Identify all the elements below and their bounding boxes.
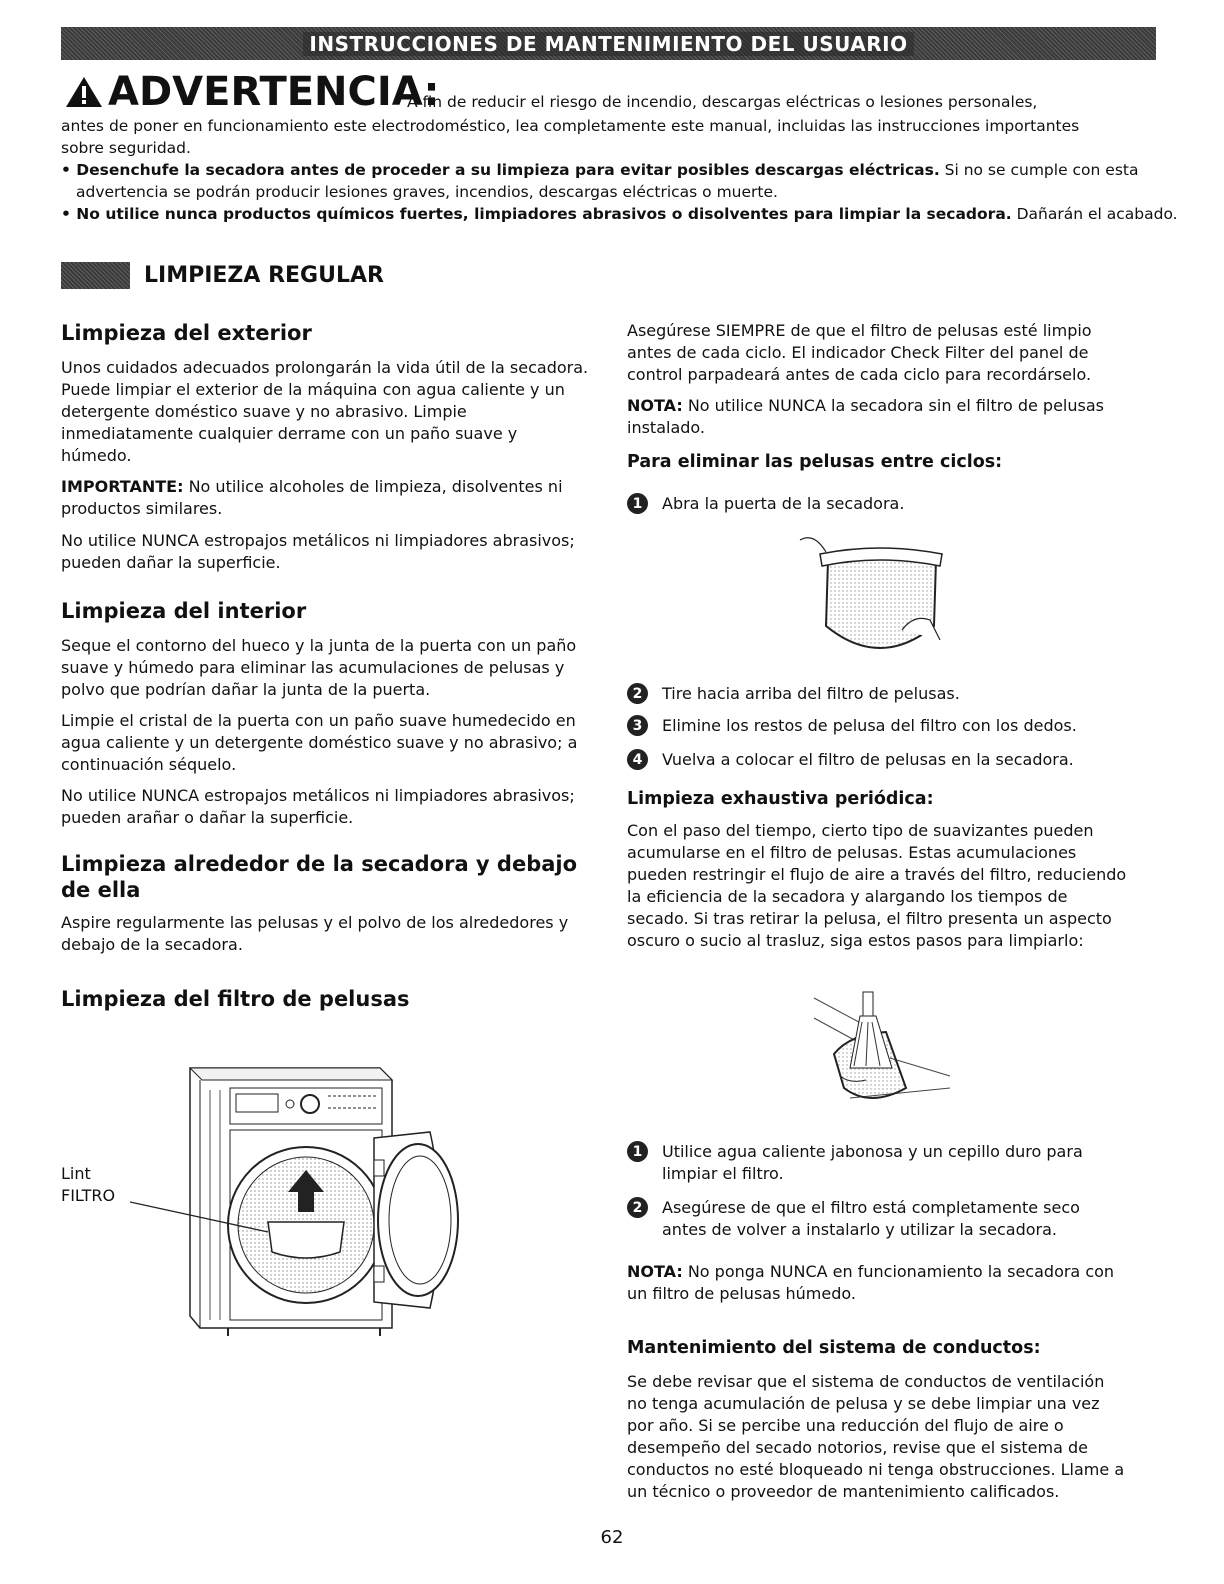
callout-line-2: FILTRO xyxy=(61,1186,116,1205)
callout-line-1: Lint xyxy=(61,1164,91,1183)
warning-bullet-1 xyxy=(61,159,1138,181)
warning-bullet-1-bold: • Desenchufe la secadora antes de proceder a su limpieza para evitar posibles descargas eléctricas. xyxy=(61,161,940,179)
duct-title: Mantenimiento del sistema de conductos: xyxy=(627,1338,1041,1358)
duct-paragraph: Se debe revisar que el sistema de conductos de ventilación no tenga acumulación de pelusa y se debe limpiar una vez por año. Si se percibe una reducción del flujo de aire o desempeño del secado notorios, revise que el sistema de conductos no esté bloqueado ni tenga obstrucciones. Llame a un técnico o proveedor de mantenimiento calificados. xyxy=(627,1372,1125,1501)
deep-step-1 xyxy=(627,1141,1127,1185)
filter-paragraph-1: Asegúrese SIEMPRE de que el filtro de pelusas esté limpio antes de cada ciclo. El indicador Check Filter del panel de control parpadeará antes de cada ciclo para recordárselo. xyxy=(627,321,1092,384)
brush-cleaning-illustration xyxy=(810,988,960,1113)
step-1 xyxy=(627,493,1127,515)
warning-bullet-1-line2: advertencia se podrán producir lesiones graves, incendios, descargas eléctricas o muerte. xyxy=(76,183,778,201)
warning-triangle-icon xyxy=(64,75,104,109)
warning-intro-line2: antes de poner en funcionamiento este electrodoméstico, lea completamente este manual, incluidas las instrucciones importantes xyxy=(61,117,1080,135)
around-paragraph-1: Aspire regularmente las pelusas y el polvo de los alrededores y debajo de la secadora. xyxy=(61,913,569,954)
step-4-text: Vuelva a colocar el filtro de pelusas en la secadora. xyxy=(662,750,1074,769)
around-title: Limpieza alrededor de la secadora y debajo de ella xyxy=(61,852,578,902)
deep-clean-paragraph: Con el paso del tiempo, cierto tipo de suavizantes pueden acumularse en el filtro de pelusas. Estas acumulaciones pueden restringir el flujo de aire a través del filtro, reduciendo la eficiencia de la secadora y alargando los tiempos de secado. Si tras retirar la pelusa, el filtro presenta un aspecto oscuro o sucio al trasluz, siga estos pasos para limpiarlo: xyxy=(627,821,1127,950)
header-banner-text: INSTRUCCIONES DE MANTENIMIENTO DEL USUARIO xyxy=(303,32,913,56)
warning-bullet-2 xyxy=(61,203,1178,225)
interior-paragraph-2: Limpie el cristal de la puerta con un paño suave humedecido en agua caliente y un detergente doméstico suave y no abrasivo; a continuación séquelo. xyxy=(61,711,578,774)
deep-step-2-text: Asegúrese de que el filtro está completamente seco antes de volver a instalarlo y utilizar la secadora. xyxy=(662,1198,1080,1239)
step-3 xyxy=(627,715,1127,737)
step-4 xyxy=(627,749,1127,771)
header-banner xyxy=(61,27,1156,60)
warning-intro-line1: A fin de reducir el riesgo de incendio, descargas eléctricas o lesiones personales, xyxy=(407,93,1038,111)
between-cycles-title: Para eliminar las pelusas entre ciclos: xyxy=(627,452,1003,472)
exterior-paragraph-1: Unos cuidados adecuados prolongarán la vida útil de la secadora. Puede limpiar el exterior de la máquina con agua caliente y un detergente doméstico suave y no abrasivo. Limpie inmediatamente cualquier derrame con un paño suave y húmedo. xyxy=(61,358,589,465)
step-2-number: 2 xyxy=(627,683,648,704)
dryer-illustration xyxy=(130,1050,490,1340)
interior-paragraph-3: No utilice NUNCA estropajos metálicos ni limpiadores abrasivos; pueden arañar o dañar la superficie. xyxy=(61,786,575,827)
step-4-number: 4 xyxy=(627,749,648,770)
note-2 xyxy=(627,1261,1127,1305)
section-marker xyxy=(61,262,130,289)
step-1-number: 1 xyxy=(627,493,648,514)
deep-step-1-text: Utilice agua caliente jabonosa y un cepillo duro para limpiar el filtro. xyxy=(662,1142,1083,1183)
note-1-label: NOTA: xyxy=(627,396,683,415)
step-1-text: Abra la puerta de la secadora. xyxy=(662,494,905,513)
exterior-title: Limpieza del exterior xyxy=(61,321,312,345)
warning-bullet-1-rest: Si no se cumple con esta xyxy=(939,161,1139,179)
note-2-text: No ponga NUNCA en funcionamiento la secadora con un filtro de pelusas húmedo. xyxy=(627,1262,1115,1303)
warning-title: ADVERTENCIA: xyxy=(108,69,440,115)
warning-bullet-2-bold: • No utilice nunca productos químicos fuertes, limpiadores abrasivos o disolventes para limpiar la secadora. xyxy=(61,205,1012,223)
note-1-text: No utilice NUNCA la secadora sin el filtro de pelusas instalado. xyxy=(627,396,1104,437)
important-label: IMPORTANTE: xyxy=(61,477,184,496)
step-3-number: 3 xyxy=(627,715,648,736)
left-column xyxy=(61,320,591,1012)
callout-label xyxy=(61,1163,115,1207)
deep-step-2 xyxy=(627,1197,1127,1241)
interior-paragraph-1: Seque el contorno del hueco y la junta de la puerta con un paño suave y húmedo para eliminar las acumulaciones de pelusas y polvo que podrían dañar la junta de la puerta. xyxy=(61,636,577,699)
deep-step-2-number: 2 xyxy=(627,1197,648,1218)
note-2-block xyxy=(627,1261,1127,1503)
exterior-paragraph-2 xyxy=(61,476,591,520)
filter-pull-illustration xyxy=(790,530,970,670)
warning-bullet-2-rest: Dañarán el acabado. xyxy=(1011,205,1178,223)
note-1 xyxy=(627,395,1127,439)
deep-step-1-number: 1 xyxy=(627,1141,648,1162)
warning-intro-line3: sobre seguridad. xyxy=(61,139,191,157)
note-2-label: NOTA: xyxy=(627,1262,683,1281)
filter-title: Limpieza del filtro de pelusas xyxy=(61,987,410,1011)
important-text: No utilice alcoholes de limpieza, disolventes ni productos similares. xyxy=(61,477,563,518)
step-3-text: Elimine los restos de pelusa del filtro con los dedos. xyxy=(662,716,1077,735)
deep-clean-title: Limpieza exhaustiva periódica: xyxy=(627,789,934,809)
step-2 xyxy=(627,683,1127,705)
exterior-paragraph-3: No utilice NUNCA estropajos metálicos ni limpiadores abrasivos; pueden dañar la superficie. xyxy=(61,531,575,572)
section-title: LIMPIEZA REGULAR xyxy=(144,263,384,288)
right-column xyxy=(627,320,1127,474)
interior-title: Limpieza del interior xyxy=(61,599,307,623)
step-2-text: Tire hacia arriba del filtro de pelusas. xyxy=(662,684,960,703)
page-number: 62 xyxy=(600,1527,624,1548)
deep-clean-block xyxy=(627,787,1127,952)
